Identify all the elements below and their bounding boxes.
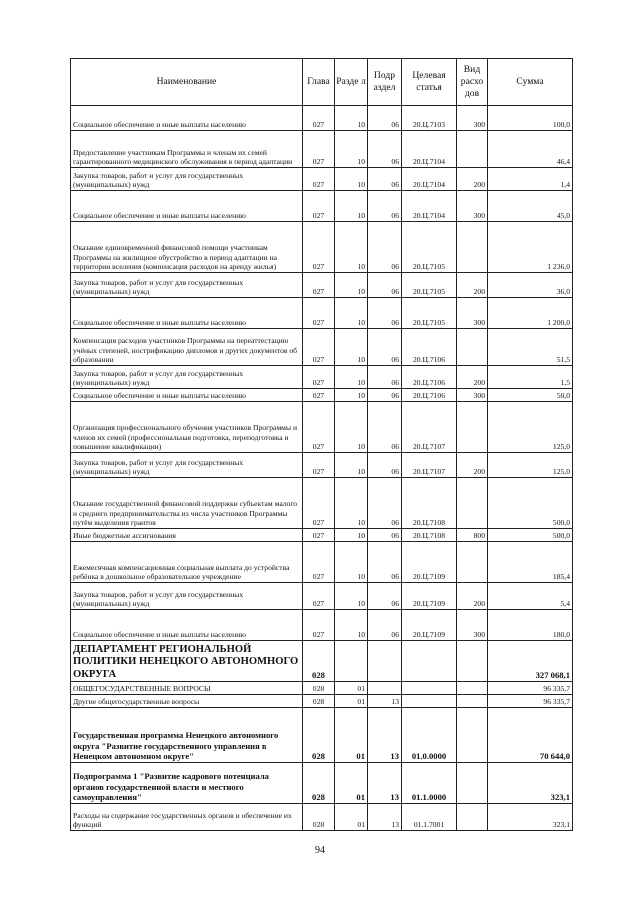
row-subsection: [368, 682, 402, 695]
row-sum: 323,1: [488, 804, 573, 831]
table-row: [71, 641, 573, 682]
row-kind: [457, 131, 488, 168]
row-name: Иные бюджетные ассигнования: [71, 529, 303, 542]
row-subsection: 06: [368, 366, 402, 389]
row-subsection: 13: [368, 695, 402, 708]
row-sum: 51,5: [488, 329, 573, 366]
row-sum: 323,1: [488, 763, 573, 804]
row-section: 10: [335, 389, 368, 402]
table-row: [71, 366, 573, 389]
row-subsection: 06: [368, 329, 402, 366]
row-sum: 1,4: [488, 168, 573, 191]
row-chapter: 027: [303, 329, 335, 366]
row-name: Государственная программа Ненецкого автономного округа "Развитие государственного управления в Ненецком автономном округе": [71, 708, 303, 763]
row-subsection: 13: [368, 804, 402, 831]
table-row: [71, 168, 573, 191]
row-target: 20.Ц.7103: [402, 106, 457, 131]
row-kind: [457, 682, 488, 695]
row-chapter: 027: [303, 366, 335, 389]
row-section: 10: [335, 478, 368, 529]
row-sum: 1 236,0: [488, 222, 573, 273]
row-chapter: 028: [303, 641, 335, 682]
row-sum: 70 644,0: [488, 708, 573, 763]
row-kind: [457, 222, 488, 273]
row-name: Социальное обеспечение и иные выплаты населению: [71, 298, 303, 329]
row-name: Организация профессионального обучения участников Программы и членов их семей (профессиональная подготовка, переподготовка и повышение квалификации): [71, 402, 303, 453]
table-header-row: [71, 59, 573, 106]
row-target: 20.Ц.7106: [402, 366, 457, 389]
row-name: Социальное обеспечение и иные выплаты населению: [71, 389, 303, 402]
row-section: 10: [335, 529, 368, 542]
header-section: Разде л: [335, 59, 368, 106]
row-name: Закупка товаров, работ и услуг для государственных (муниципальных) нужд: [71, 583, 303, 610]
table-row: [71, 583, 573, 610]
table-row: [71, 695, 573, 708]
row-target: 20.Ц.7105: [402, 222, 457, 273]
row-target: 01.1.0000: [402, 763, 457, 804]
row-subsection: 06: [368, 453, 402, 478]
row-kind: [457, 542, 488, 583]
row-chapter: 028: [303, 708, 335, 763]
row-subsection: 06: [368, 583, 402, 610]
row-chapter: 028: [303, 682, 335, 695]
row-kind: [457, 804, 488, 831]
page-number: 94: [315, 845, 325, 856]
row-name: Оказание единовременной финансовой помощи участникам Программы на жилищное обустройство в период адаптации на территории вселения (компенсация расходов на аренду жилья): [71, 222, 303, 273]
row-target: 20.Ц.7104: [402, 131, 457, 168]
table-row: [71, 682, 573, 695]
row-sum: 5,4: [488, 583, 573, 610]
row-name: Предоставление участникам Программы и членам их семей гарантированного медицинского обслуживания в период адаптации: [71, 131, 303, 168]
row-section: 10: [335, 366, 368, 389]
row-subsection: 06: [368, 131, 402, 168]
row-sum: 96 335,7: [488, 682, 573, 695]
row-sum: 45,0: [488, 191, 573, 222]
row-subsection: 06: [368, 402, 402, 453]
row-target: 20.Ц.7109: [402, 542, 457, 583]
row-target: 20.Ц.7106: [402, 389, 457, 402]
row-section: 10: [335, 191, 368, 222]
row-name: Социальное обеспечение и иные выплаты населению: [71, 191, 303, 222]
row-sum: 180,0: [488, 610, 573, 641]
row-chapter: 027: [303, 191, 335, 222]
row-section: 01: [335, 763, 368, 804]
row-chapter: 027: [303, 106, 335, 131]
row-name: Оказание государственной финансовой поддержки субъектам малого и среднего предпринимательства из числа участников Программы путём выделения грантов: [71, 478, 303, 529]
row-target: 20.Ц.7104: [402, 191, 457, 222]
row-subsection: [368, 641, 402, 682]
row-name: Ежемесячная компенсационная социальная выплата до устройства ребёнка в дошкольное образовательное учреждение: [71, 542, 303, 583]
row-target: 20.Ц.7105: [402, 273, 457, 298]
row-kind: 200: [457, 366, 488, 389]
table-row: [71, 329, 573, 366]
row-section: 10: [335, 542, 368, 583]
row-sum: 46,4: [488, 131, 573, 168]
table-row: [71, 529, 573, 542]
row-subsection: 13: [368, 708, 402, 763]
row-section: 10: [335, 298, 368, 329]
header-name: Наименование: [71, 59, 303, 106]
row-section: 01: [335, 695, 368, 708]
row-sum: 500,0: [488, 529, 573, 542]
row-chapter: 027: [303, 453, 335, 478]
row-kind: 300: [457, 389, 488, 402]
table-row: [71, 804, 573, 831]
row-sum: 100,0: [488, 106, 573, 131]
row-section: 10: [335, 402, 368, 453]
table-row: [71, 298, 573, 329]
row-subsection: 06: [368, 273, 402, 298]
row-sum: 50,0: [488, 389, 573, 402]
row-subsection: 06: [368, 389, 402, 402]
table-row: [71, 478, 573, 529]
row-target: 20.Ц.7109: [402, 583, 457, 610]
row-kind: 800: [457, 529, 488, 542]
row-kind: 200: [457, 583, 488, 610]
row-kind: [457, 329, 488, 366]
row-subsection: 06: [368, 168, 402, 191]
row-kind: 300: [457, 191, 488, 222]
row-name: Компенсация расходов участников Программы на переаттестацию учёных степеней, нострификацию дипломов и других документов об образовании: [71, 329, 303, 366]
row-target: [402, 682, 457, 695]
row-sum: 96 335,7: [488, 695, 573, 708]
row-section: 10: [335, 131, 368, 168]
row-chapter: 027: [303, 273, 335, 298]
row-kind: [457, 641, 488, 682]
row-name: Закупка товаров, работ и услуг для государственных (муниципальных) нужд: [71, 273, 303, 298]
row-kind: [457, 695, 488, 708]
row-name: Социальное обеспечение и иные выплаты населению: [71, 106, 303, 131]
table-body: [71, 106, 573, 831]
row-kind: [457, 708, 488, 763]
table-row: [71, 106, 573, 131]
row-target: 20.Ц.7104: [402, 168, 457, 191]
row-section: 10: [335, 453, 368, 478]
row-sum: 125,0: [488, 453, 573, 478]
table-row: [71, 222, 573, 273]
header-chapter: Глава: [303, 59, 335, 106]
row-subsection: 06: [368, 191, 402, 222]
row-kind: 200: [457, 453, 488, 478]
row-sum: 500,0: [488, 478, 573, 529]
row-section: 10: [335, 583, 368, 610]
row-chapter: 027: [303, 389, 335, 402]
row-section: 10: [335, 222, 368, 273]
row-target: [402, 641, 457, 682]
table-row: [71, 763, 573, 804]
table-row: [71, 708, 573, 763]
row-chapter: 027: [303, 478, 335, 529]
row-sum: 1 200,0: [488, 298, 573, 329]
row-subsection: 06: [368, 610, 402, 641]
table-row: [71, 273, 573, 298]
header-subsection: Подр аздел: [368, 59, 402, 106]
row-chapter: 028: [303, 804, 335, 831]
row-name: ОБЩЕГОСУДАРСТВЕННЫЕ ВОПРОСЫ: [71, 682, 303, 695]
row-section: [335, 641, 368, 682]
row-section: 10: [335, 273, 368, 298]
row-kind: 300: [457, 298, 488, 329]
row-name: Закупка товаров, работ и услуг для государственных (муниципальных) нужд: [71, 453, 303, 478]
row-target: 01.1.7001: [402, 804, 457, 831]
budget-table: [70, 58, 573, 831]
header-sum: Сумма: [488, 59, 573, 106]
table-row: [71, 191, 573, 222]
row-section: 01: [335, 682, 368, 695]
table-row: [71, 131, 573, 168]
row-chapter: 027: [303, 298, 335, 329]
table-row: [71, 453, 573, 478]
row-chapter: 027: [303, 529, 335, 542]
row-name: Социальное обеспечение и иные выплаты населению: [71, 610, 303, 641]
row-section: 10: [335, 168, 368, 191]
row-sum: 125,0: [488, 402, 573, 453]
row-kind: 200: [457, 273, 488, 298]
row-chapter: 028: [303, 695, 335, 708]
row-sum: 185,4: [488, 542, 573, 583]
row-kind: [457, 402, 488, 453]
row-target: 20.Ц.7107: [402, 453, 457, 478]
row-chapter: 027: [303, 131, 335, 168]
row-subsection: 13: [368, 763, 402, 804]
row-name: Подпрограмма 1 "Развитие кадрового потенциала органов государственной власти и местного самоуправления": [71, 763, 303, 804]
row-subsection: 06: [368, 222, 402, 273]
row-sum: 1,5: [488, 366, 573, 389]
row-target: [402, 695, 457, 708]
row-section: 10: [335, 610, 368, 641]
table-row: [71, 542, 573, 583]
row-target: 20.Ц.7108: [402, 478, 457, 529]
row-kind: 200: [457, 168, 488, 191]
row-sum: 36,0: [488, 273, 573, 298]
row-sum: 327 068,1: [488, 641, 573, 682]
row-kind: [457, 763, 488, 804]
row-kind: 300: [457, 610, 488, 641]
header-target: Целевая статья: [402, 59, 457, 106]
row-name: Закупка товаров, работ и услуг для государственных (муниципальных) нужд: [71, 168, 303, 191]
row-name: Закупка товаров, работ и услуг для государственных (муниципальных) нужд: [71, 366, 303, 389]
row-chapter: 027: [303, 222, 335, 273]
row-subsection: 06: [368, 478, 402, 529]
table-row: [71, 402, 573, 453]
table-row: [71, 389, 573, 402]
header-kind: Вид расхо дов: [457, 59, 488, 106]
row-subsection: 06: [368, 542, 402, 583]
row-target: 20.Ц.7105: [402, 298, 457, 329]
row-subsection: 06: [368, 529, 402, 542]
table-row: [71, 610, 573, 641]
row-name: ДЕПАРТАМЕНТ РЕГИОНАЛЬНОЙ ПОЛИТИКИ НЕНЕЦКОГО АВТОНОМНОГО ОКРУГА: [71, 641, 303, 682]
row-kind: 300: [457, 106, 488, 131]
row-chapter: 027: [303, 402, 335, 453]
row-kind: [457, 478, 488, 529]
row-target: 20.Ц.7106: [402, 329, 457, 366]
row-chapter: 027: [303, 542, 335, 583]
row-subsection: 06: [368, 298, 402, 329]
row-target: 01.0.0000: [402, 708, 457, 763]
row-subsection: 06: [368, 106, 402, 131]
row-chapter: 027: [303, 583, 335, 610]
row-section: 01: [335, 804, 368, 831]
row-chapter: 027: [303, 610, 335, 641]
row-section: 10: [335, 329, 368, 366]
row-chapter: 028: [303, 763, 335, 804]
row-section: 10: [335, 106, 368, 131]
row-target: 20.Ц.7108: [402, 529, 457, 542]
row-section: 01: [335, 708, 368, 763]
row-name: Расходы на содержание государственных органов и обеспечение их функций: [71, 804, 303, 831]
row-name: Другие общегосударственные вопросы: [71, 695, 303, 708]
row-target: 20.Ц.7107: [402, 402, 457, 453]
row-target: 20.Ц.7109: [402, 610, 457, 641]
budget-table-page: [70, 58, 572, 831]
row-chapter: 027: [303, 168, 335, 191]
